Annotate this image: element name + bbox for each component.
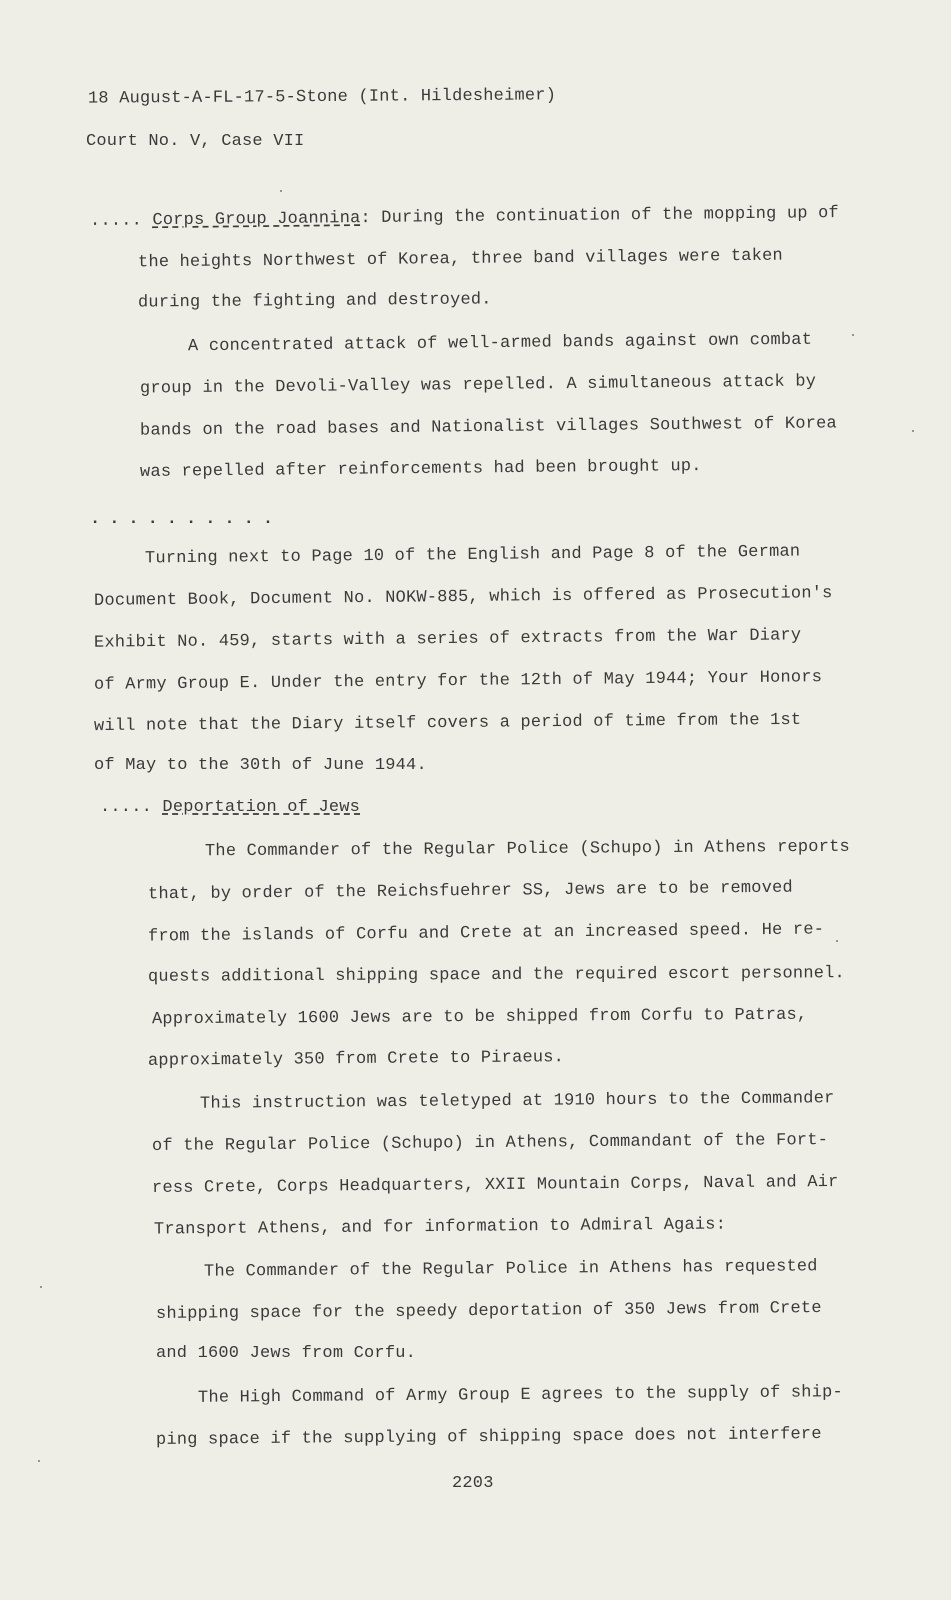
section2-heading: Deportation of Jews (162, 798, 361, 817)
paper-speck (38, 1460, 40, 1462)
section2-lead: ..... (100, 798, 163, 817)
narrative-line: will note that the Diary itself covers a period of time from the 1st (93, 710, 802, 737)
paper-speck (836, 940, 838, 942)
section2-line: Transport Athens, and for information to Admiral Agais: (153, 1215, 727, 1240)
section2-line: approximately 350 from Crete to Piraeus. (147, 1048, 565, 1071)
section1-line: during the fighting and destroyed. (137, 290, 492, 313)
section2-line: ping space if the supplying of shipping space does not interfere (155, 1425, 822, 1450)
section2-line: This instruction was teletyped at 1910 hours to the Commander (199, 1089, 835, 1114)
narrative-line: Document Book, Document No. NOKW-885, which is offered as Prosecution's (93, 584, 833, 611)
section2-line: The Commander of the Regular Police (Schupo) in Athens reports (204, 837, 850, 862)
paper-speck (40, 1286, 42, 1288)
section2-line: ress Crete, Corps Headquarters, XXII Mountain Corps, Naval and Air (151, 1173, 839, 1198)
section2-line: shipping space for the speedy deportation of 350 Jews from Crete (155, 1299, 822, 1324)
narrative-line: of Army Group E. Under the entry for the 12th of May 1944; Your Honors (93, 668, 823, 695)
section2-line: from the islands of Corfu and Crete at an increased speed. He re- (147, 920, 825, 947)
section1-line: was repelled after reinforcements had been brought up. (139, 457, 702, 482)
paper-speck (280, 190, 282, 192)
section2-line: quests additional shipping space and the required escort personnel. (147, 964, 845, 987)
paper-speck (912, 430, 914, 432)
header-reference: 18 August-A-FL-17-5-Stone (Int. Hildesheimer) (87, 86, 557, 109)
section2-line: of the Regular Police (Schupo) in Athens, Commandant of the Fort- (151, 1131, 829, 1156)
section1-first-line-rest: : During the continuation of the mopping up of (360, 204, 840, 229)
section1-line: A concentrated attack of well-armed bands against own combat (187, 330, 813, 357)
section2-line: The High Command of Army Group E agrees to the supply of ship- (197, 1383, 843, 1408)
narrative-line: of May to the 30th of June 1944. (94, 756, 427, 775)
section1-lead: ..... (89, 211, 153, 231)
section1-line: bands on the road bases and Nationalist villages Southwest of Korea (139, 414, 837, 441)
section2-line: that, by order of the Reichsfuehrer SS, Jews are to be removed (147, 878, 793, 905)
header-court: Court No. V, Case VII (86, 132, 305, 151)
section1-heading: Corps Group Joannina (152, 209, 361, 231)
paper-speck (852, 334, 854, 336)
section2-line: and 1600 Jews from Corfu. (156, 1344, 417, 1363)
narrative-line: Turning next to Page 10 of the English and Page 8 of the German (144, 542, 801, 569)
page-number: 2203 (452, 1474, 494, 1493)
narrative-line: Exhibit No. 459, starts with a series of extracts from the War Diary (93, 626, 802, 653)
section1-first-line (90, 204, 839, 232)
section2-line: Approximately 1600 Jews are to be shipped from Corfu to Patras, (151, 1005, 808, 1030)
section2-heading-line (100, 798, 360, 818)
separator-dots: .......... (90, 510, 283, 529)
section2-line: The Commander of the Regular Police in Athens has requested (203, 1257, 818, 1282)
section1-line: the heights Northwest of Korea, three band villages were taken (137, 246, 783, 273)
section1-line: group in the Devoli-Valley was repelled. A simultaneous attack by (139, 372, 817, 399)
